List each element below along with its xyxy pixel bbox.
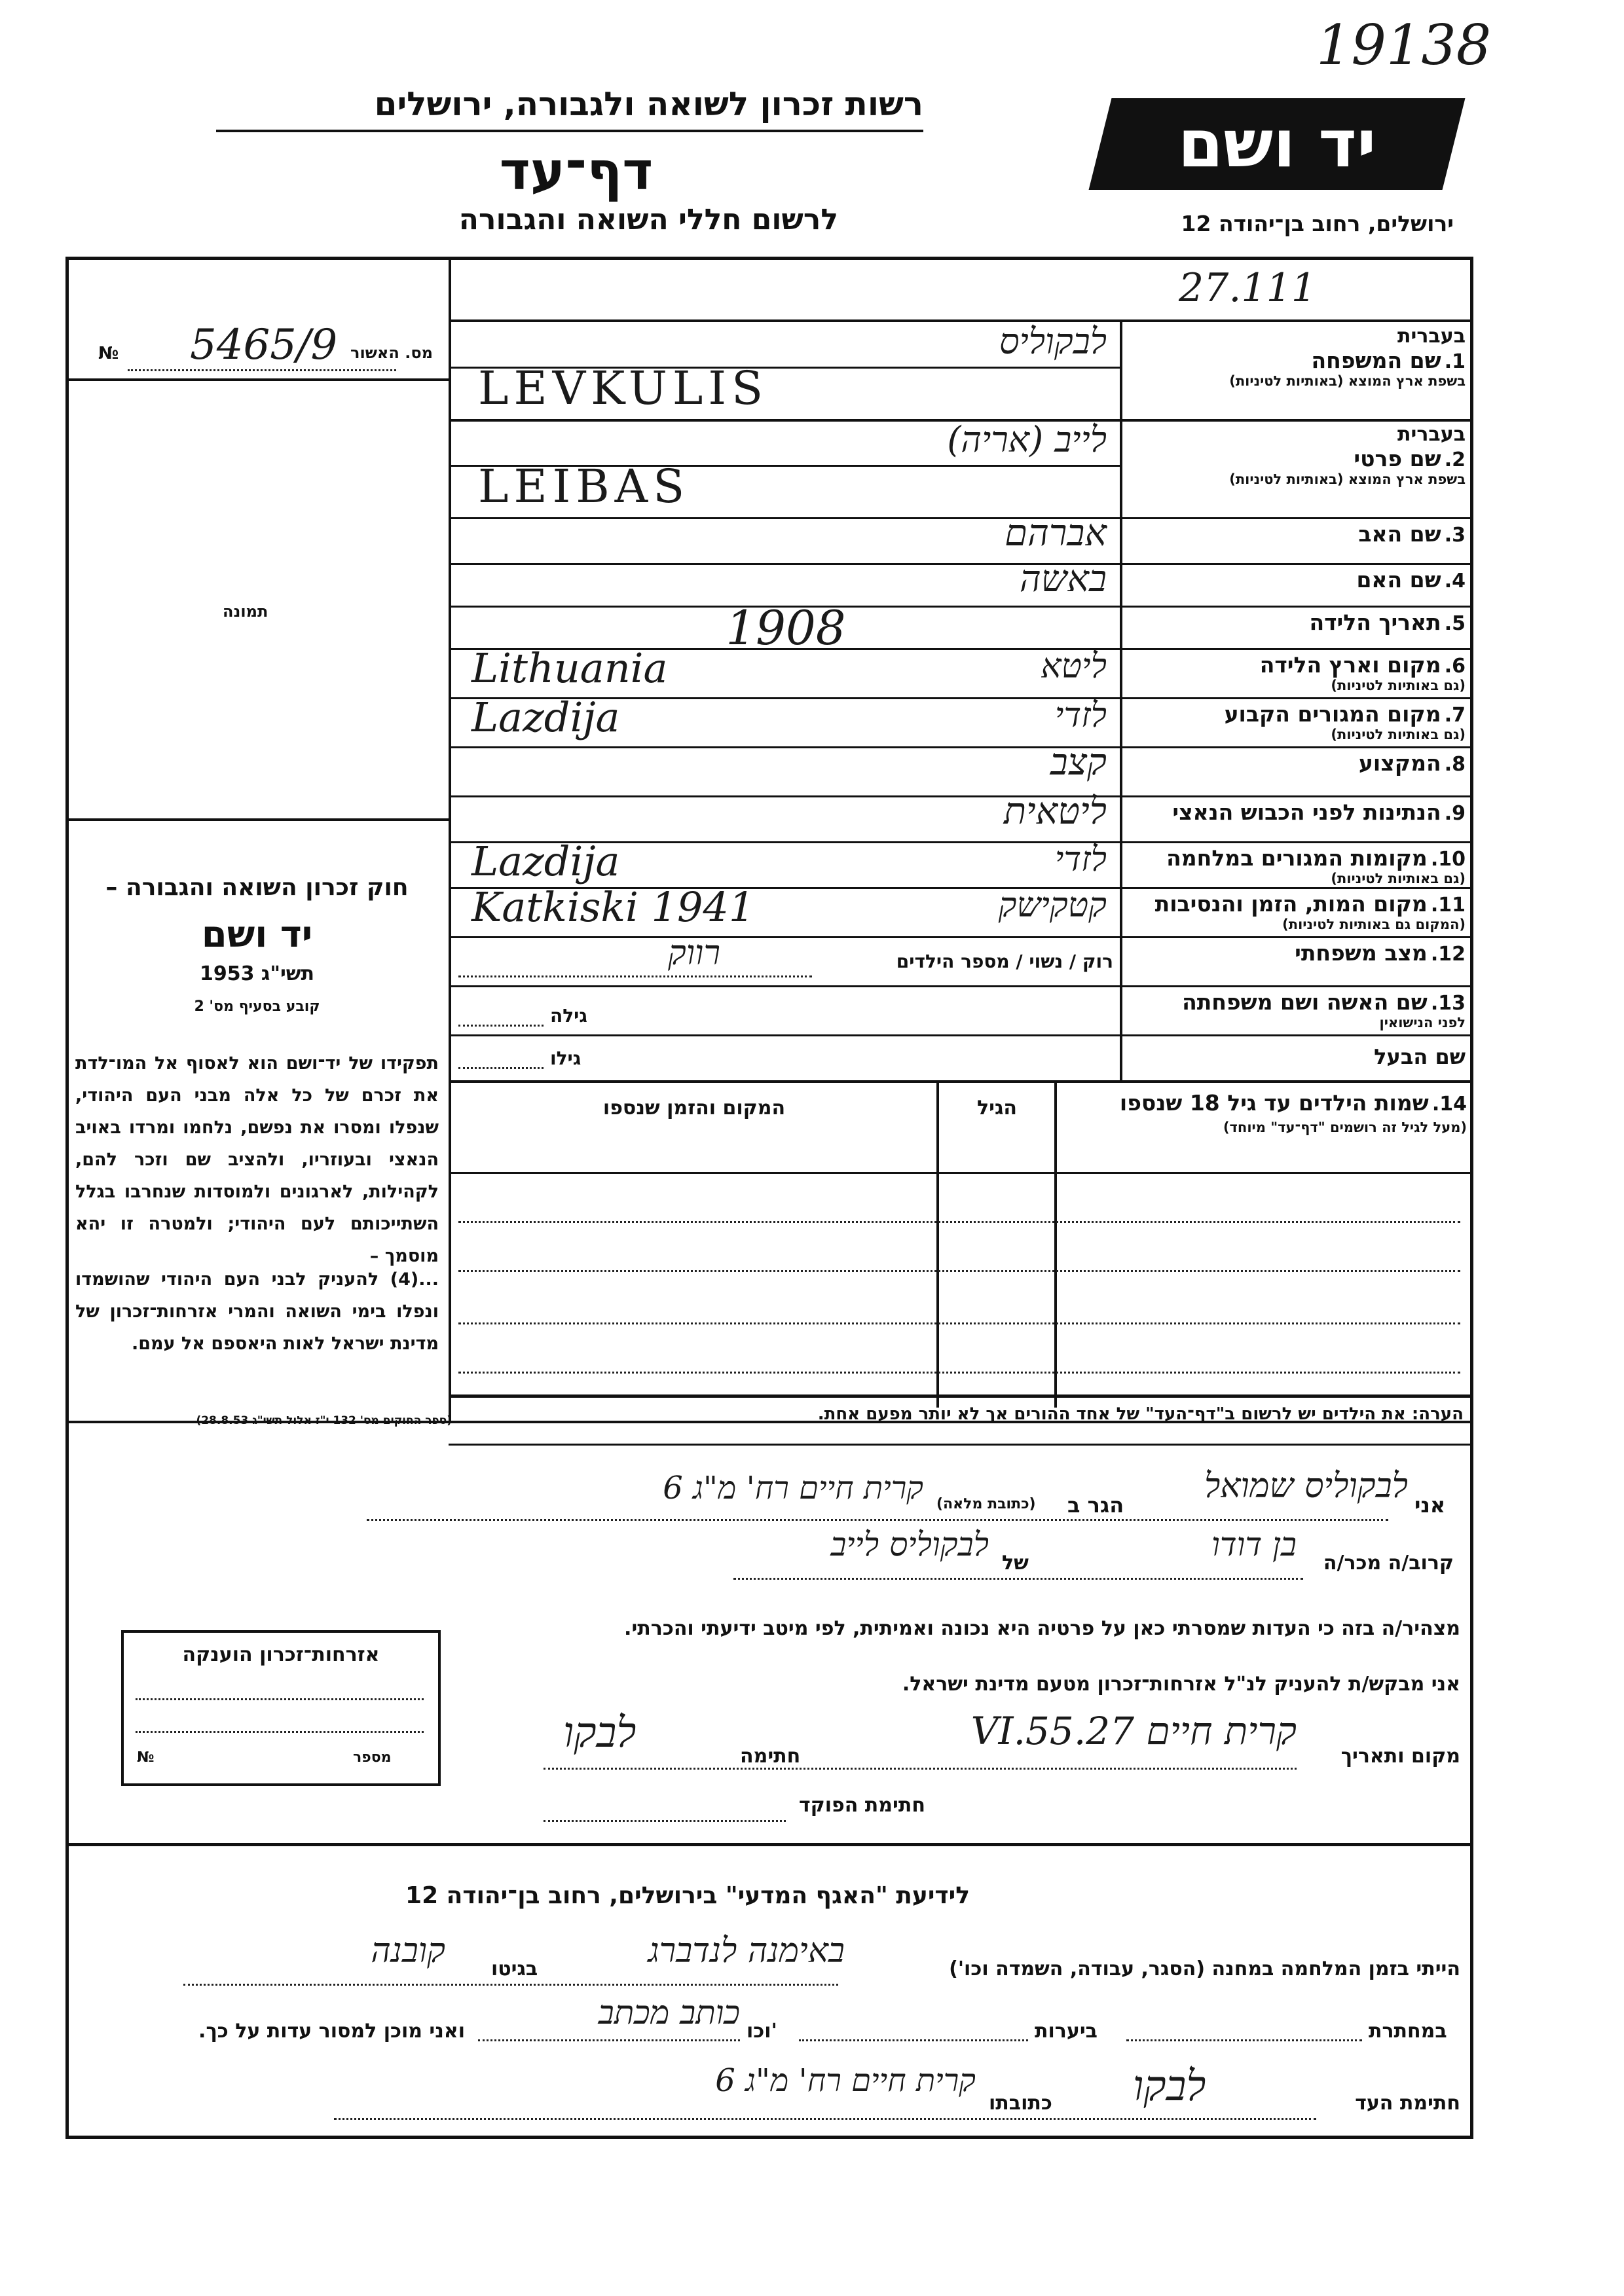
field-value-latin: Lazdija <box>471 693 620 741</box>
field-label-cell <box>1125 891 1466 935</box>
declarant-address: קרית חיים רח' מ"ג 6 <box>663 1470 923 1506</box>
declarant-row-1 <box>79 1467 1460 1519</box>
file-number: 19138 <box>1316 13 1492 77</box>
children-col-age: הגיל <box>977 1097 1017 1120</box>
serial-label: מס. האשור <box>350 344 433 362</box>
field-label: מקומות המגורים במלחמה <box>1166 845 1428 871</box>
field-label-cell <box>1125 750 1466 794</box>
field-hint: (גם באותיות לטיניות) <box>1331 727 1466 742</box>
field-value-hebrew: לבקוליס <box>999 321 1107 362</box>
photo-label: תמונה <box>223 602 268 621</box>
field-value-hebrew: לזדי <box>1054 696 1107 735</box>
citizenship-number-label: מספר <box>353 1749 392 1766</box>
declarant-addr-hint: (כתובת מלאה) <box>936 1496 1036 1512</box>
field-number: 8. <box>1444 753 1466 776</box>
field-label: מצב משפחתי <box>1295 940 1428 966</box>
partisans-label: במחתרת <box>1369 2020 1447 2043</box>
address: ירושלים, רחוב בן־יהודה 12 <box>1181 211 1454 236</box>
field-number: 12. <box>1430 943 1466 966</box>
etc-label: וכו' <box>747 2020 777 2043</box>
field-value: קצב <box>1050 741 1107 784</box>
address-label: כתובתו <box>989 2092 1052 2115</box>
form-title: דף־עד <box>499 141 654 202</box>
field-number: 13. <box>1430 992 1466 1015</box>
witness-label: חתימת העד <box>1355 2092 1460 2115</box>
field-label-cell <box>1125 845 1466 886</box>
field-label-cell <box>1125 940 1466 984</box>
field-label: שם המשפחה <box>1311 348 1441 373</box>
bottom-row-1 <box>72 1931 1460 1984</box>
field-number: 3. <box>1444 524 1466 547</box>
field-number: 7. <box>1444 704 1466 727</box>
serial-value: 5465/9 <box>190 321 338 369</box>
serial-symbol: № <box>98 344 119 363</box>
law-title: חוק זכרון השואה והגבורה – <box>105 874 409 901</box>
camp-value: באימנה לנדברג <box>648 1931 845 1971</box>
clerk-label: חתימת הפוקד <box>799 1794 925 1817</box>
witness-address: קרית חיים רח' מ"ג 6 <box>715 2062 976 2099</box>
marital-options: רוק / נשוי / מספר הילדים <box>896 951 1113 972</box>
field-label: שם האב <box>1358 521 1441 547</box>
field-value-hebrew: לזדי <box>1054 840 1107 879</box>
field-hint: (גם באותיות לטיניות) <box>1331 678 1466 693</box>
field-label: שם האם <box>1356 567 1441 592</box>
husband-age-label: גילו <box>550 1048 581 1069</box>
field-label: מקום וארץ הלידה <box>1259 652 1441 678</box>
field-value-latin: Lithuania <box>471 644 668 692</box>
field-label: שם האשה ושם משפחתה <box>1182 989 1428 1015</box>
relative-label: קרוב/ה מכר/ה <box>1323 1552 1454 1575</box>
field-value: אברהם <box>1005 512 1107 555</box>
field-value-hebrew: ליטא <box>1041 647 1107 686</box>
camp-label: הייתי בזמן המלחמה במחנה (הסגר, עבודה, השמדה וכו') <box>949 1958 1460 1980</box>
field-value-latin: Katkiski 1941 <box>471 883 755 931</box>
field-label-cell <box>1125 567 1466 604</box>
field-value-hebrew: קטקישק <box>998 886 1107 925</box>
field-label-cell <box>1125 652 1466 696</box>
note: הערה: את הילדים יש לרשום ב"דף־העד" של אחד ההורים אך לא יותר מפעם אחת. <box>817 1404 1464 1424</box>
field-label-cell <box>1125 989 1466 1033</box>
field-label: המקצוע <box>1358 750 1441 776</box>
field-hint: בשפת ארץ המוצא (באותיות לטיניות) <box>1229 373 1466 389</box>
field-label: מקום המות, הזמן והנסיבות <box>1154 891 1428 917</box>
declaration-text: מצהיר/ה בזה כי העדות שמסרתי כאן על פרטיה היא נכונה ואמיתית, לפי מיטב ידיעתי והכרתי. <box>624 1617 1460 1640</box>
place-date-row <box>445 1709 1460 1768</box>
field-label-cell <box>1125 423 1466 516</box>
clerk-row <box>445 1774 1460 1820</box>
yad-vashem-logo <box>1089 98 1466 190</box>
org-name: רשות זכרון לשואה ולגבורה, ירושלים <box>374 85 923 123</box>
law-clause: קובע בסעיף מס' 2 <box>194 998 320 1015</box>
field-number: 6. <box>1444 655 1466 678</box>
place-date-label: מקום ותאריך <box>1340 1745 1460 1768</box>
signature-label: חתימה <box>740 1745 801 1768</box>
field-number: 1. <box>1444 350 1466 373</box>
children-label: שמות הילדים עד גיל 18 שנספו <box>1119 1090 1429 1116</box>
field-label-cell <box>1125 799 1466 840</box>
field-value: באשה <box>1019 558 1107 600</box>
field-label-cell <box>1125 325 1466 418</box>
form-subtitle: לרשום חללי השואה והגבורה <box>458 203 838 236</box>
top-number: 27.111 <box>1179 265 1316 311</box>
declarant-signature: לבקו <box>563 1709 637 1757</box>
field-number: 9. <box>1444 802 1466 825</box>
field-value-hebrew: לייב (אריה) <box>947 419 1107 460</box>
field-hint: (גם באותיות לטיניות) <box>1331 871 1466 886</box>
field-number: 11. <box>1430 894 1466 917</box>
field-hint: בשפת ארץ המוצא (באותיות לטיניות) <box>1229 471 1466 487</box>
field-lang: בעברית <box>1397 423 1466 446</box>
field-label: מקום המגורים הקבוע <box>1224 701 1441 727</box>
children-header <box>1061 1090 1467 1135</box>
etc-value: כותב מכתב <box>598 1994 740 2032</box>
husband-label: שם הבעל <box>1374 1044 1466 1069</box>
field-number: 4. <box>1444 570 1466 592</box>
relation: בן דודו <box>1211 1525 1297 1563</box>
bottom-heading: לידיעת "האגף המדעי" בירושלים, רחוב בן־יהודה 12 <box>405 1882 970 1909</box>
declarant-name: לבקוליס שמואל <box>1204 1467 1408 1506</box>
citizenship-title: אזרחות־זכרון הוענקה <box>182 1643 380 1666</box>
field-label: הנתינות לפני הכבוש הנאצי <box>1172 799 1441 825</box>
bottom-row-2 <box>72 1994 1460 2046</box>
citizenship-symbol: № <box>137 1749 155 1766</box>
field-hint: לפני הנישואין <box>1379 1015 1466 1030</box>
serial-number-row <box>88 321 442 373</box>
field-label-cell <box>1125 521 1466 562</box>
field-value-latin: Lazdija <box>471 837 620 885</box>
wife-age-label: גילה <box>550 1005 587 1027</box>
field-lang: בעברית <box>1397 325 1466 348</box>
law-paragraph-1: תפקידו של יד־ושם הוא לאסוף אל המו־לדת את זכרם של כל אלה מבני העם היהודי, שנפלו ומסרו את נפשם, נלחמו ומרדו באויב הנאצי ובעוזריו, ולהציב שם וזכר להם, לקהילות, לארגונים ולמוסדות שנחרבו בגלל השתייכותם לעם היהודי; ולמטרה זו יהא מוסמך – <box>75 1053 439 1266</box>
bottom-row-3 <box>72 2062 1460 2121</box>
field-value: 1908 <box>726 600 846 655</box>
children-hint: (מעל לגיל זה רושמים "דף־עד" מיוחד) <box>1223 1120 1467 1135</box>
field-value-latin: LEIBAS <box>478 460 690 513</box>
of-label: של <box>1002 1552 1029 1575</box>
field-label-cell <box>1125 610 1466 647</box>
ghetto-value: קובנה <box>371 1931 445 1971</box>
witness-signature: לבקו <box>1133 2062 1206 2111</box>
children-col-place: המקום והזמן שנספו <box>602 1097 786 1120</box>
declarant-i-label: אני <box>1414 1493 1446 1518</box>
children-num: 14. <box>1431 1093 1467 1116</box>
forests-label: ביערות <box>1035 2020 1098 2043</box>
field-label: תאריך הלידה <box>1309 610 1441 635</box>
law-name: יד ושם <box>201 913 313 956</box>
marital-value: רווק <box>668 934 720 973</box>
field-hint: (המקום גם באותיות לטיניות) <box>1282 917 1466 932</box>
law-paragraph-2: ...(4) להעניק לבני העם היהודי שהושמדו ונפלו בימי השואה והמרי אזרחות־זכרון של מדינת ישראל לאות היאספם אל עמם. <box>75 1269 439 1354</box>
ready-text: ואני מוכן למסור עדות על כך. <box>198 2020 465 2043</box>
declarant-lives-label: הגר ב <box>1067 1493 1124 1518</box>
field-value: ליטאית <box>1003 790 1107 833</box>
field-number: 2. <box>1444 448 1466 471</box>
ghetto-label: בגיטו <box>491 1958 538 1980</box>
place-date-value: קרית חיים 27.VI.55 <box>970 1709 1297 1753</box>
field-number: 5. <box>1444 612 1466 635</box>
field-value-latin: LEVKULIS <box>478 361 769 415</box>
law-year: תשי"ג 1953 <box>199 962 315 985</box>
citizenship-box <box>121 1630 441 1786</box>
field-label: שם פרטי <box>1354 446 1441 471</box>
request-text: אני מבקש/ת להעניק לנ"ל אזרחות־זכרון מטעם מדינת ישראל. <box>902 1673 1460 1696</box>
declarant-row-2 <box>79 1525 1460 1578</box>
of-value: לבקוליס לייב <box>830 1525 989 1563</box>
field-number: 10. <box>1430 848 1466 871</box>
field-label-cell <box>1125 701 1466 745</box>
logo-text: יד ושם <box>1177 105 1376 182</box>
